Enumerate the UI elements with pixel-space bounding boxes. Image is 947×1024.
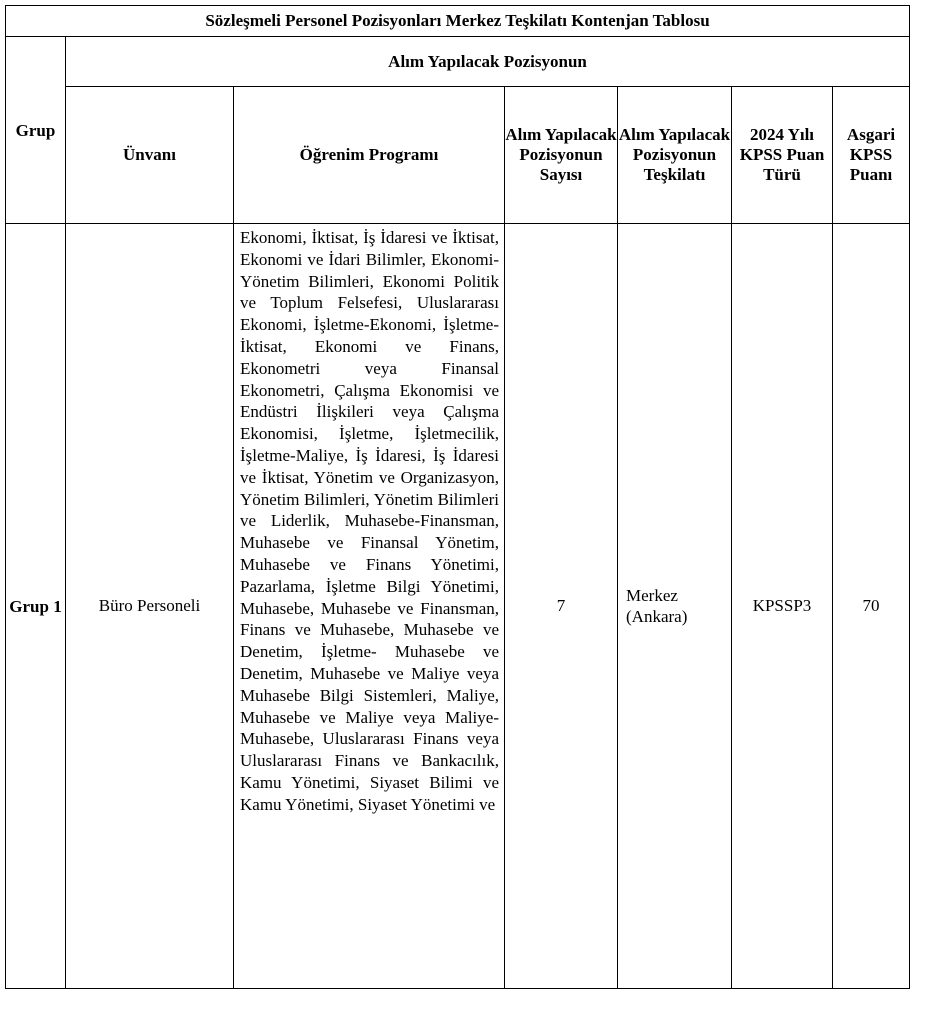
header-position-group: Alım Yapılacak Pozisyonun	[66, 37, 910, 87]
cell-asgari-puan: 70	[833, 224, 910, 989]
header-unvani: Ünvanı	[66, 87, 234, 224]
cell-ogrenim-programi	[234, 224, 505, 989]
table-row	[6, 224, 910, 989]
header-pozisyon-teskilati: Alım Yapılacak Pozisyonun Teşkilatı	[618, 87, 732, 224]
cell-unvani: Büro Personeli	[66, 224, 234, 989]
cell-pozisyon-sayisi: 7	[505, 224, 618, 989]
header-ogrenim-programi: Öğrenim Programı	[234, 87, 505, 224]
quota-table	[5, 5, 910, 989]
table-title: Sözleşmeli Personel Pozisyonları Merkez Teşkilatı Kontenjan Tablosu	[6, 6, 910, 37]
cell-puan-turu: KPSSP3	[732, 224, 833, 989]
header-asgari-puan: Asgari KPSS Puanı	[833, 87, 910, 224]
header-grup: Grup	[6, 37, 66, 224]
header-pozisyon-sayisi: Alım Yapılacak Pozisyonun Sayısı	[505, 87, 618, 224]
cell-pozisyon-teskilati: Merkez (Ankara)	[618, 224, 732, 989]
ogrenim-programi-text: Ekonomi, İktisat, İş İdaresi ve İktisat, Ekonomi ve İdari Bilimler, Ekonomi-Yönetim Bilimleri, Ekonomi Politik ve Toplum Felsefesi, Uluslararası Ekonomi, İşletme-Ekonomi, İşletme-İktisat, Ekonomi ve Finans, Ekonometri veya Finansal Ekonometri, Çalışma Ekonomisi ve Endüstri İlişkileri veya Çalışma Ekonomisi, İşletme, İşletmecilik, İşletme-Maliye, İş İdaresi, İş İdaresi ve İktisat, Yönetim ve Organizasyon, Yönetim Bilimleri, Yönetim Bilimleri ve Liderlik, Muhasebe-Finansman, Muhasebe ve Finansal Yönetim, Muhasebe ve Finans Yönetimi, Pazarlama, İşletme Bilgi Yönetimi, Muhasebe, Muhasebe ve Finansman, Finans ve Muhasebe, Muhasebe ve Denetim, İşletme- Muhasebe ve Denetim, Muhasebe ve Maliye veya Muhasebe Bilgi Sistemleri, Maliye, Muhasebe ve Maliye veya Maliye-Muhasebe, Uluslararası Finans veya Uluslararası Finans ve Bankacılık, Kamu Yönetimi, Siyaset Bilimi ve Kamu Yönetimi, Siyaset Yönetimi ve	[240, 228, 499, 814]
cell-grup: Grup 1	[6, 224, 66, 989]
header-puan-turu: 2024 Yılı KPSS Puan Türü	[732, 87, 833, 224]
